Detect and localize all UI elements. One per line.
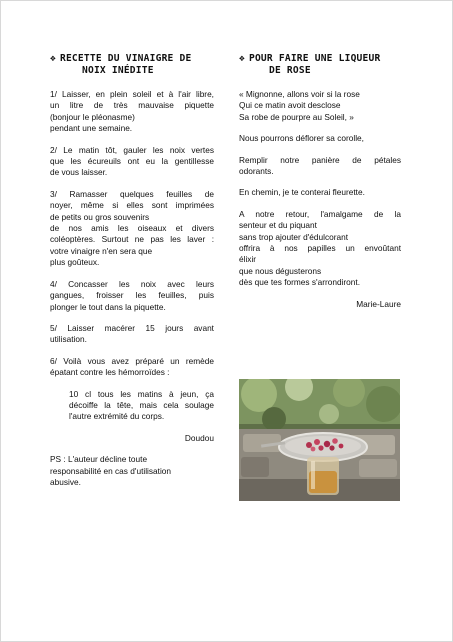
text-line: 4/ Concasser les noix avec leurs	[50, 278, 214, 289]
text-line: gangues, froisser les feuilles, puis	[50, 290, 214, 301]
text-line: responsabilité en cas d'utilisation	[50, 465, 172, 476]
text-line: « Mignonne, allons voir si la rose	[239, 89, 360, 99]
left-heading-line1: RECETTE DU VINAIGRE DE	[59, 53, 192, 64]
dosage-paragraph	[50, 389, 214, 423]
text-line: de vous laisser.	[50, 167, 108, 178]
left-heading	[50, 53, 214, 77]
text-line: 3/ Ramasser quelques feuilles de	[50, 188, 214, 199]
text-line: offrira à nos papilles un envoûtant	[239, 243, 401, 254]
text-line: (bonjour le pléonasme)	[50, 111, 135, 122]
right-heading-line1: POUR FAIRE UNE LIQUEUR	[248, 53, 381, 64]
left-column	[50, 53, 214, 498]
stanza-5	[239, 209, 401, 289]
text-line: épatant contre les hémorroïdes :	[50, 367, 170, 378]
text-line: que les écureuils ont eu la gentillesse	[50, 156, 214, 167]
text-line: 10 cl tous les matins à jeun, ça	[69, 388, 214, 399]
signature-doudou: Doudou	[184, 432, 214, 443]
text-line: utilisation.	[50, 334, 87, 345]
text-line: élixir	[239, 254, 257, 265]
text-line: 6/ Voilà vous avez préparé un remède	[50, 355, 214, 366]
four-diamond-bullet-icon: ❖	[50, 53, 56, 64]
text-line: dès que tes formes s'arrondiront.	[239, 277, 361, 288]
text-line: 2/ Le matin tôt, gauler les noix vertes	[50, 144, 214, 155]
text-line: Remplir notre panière de pétales	[239, 154, 401, 165]
step-2-paragraph	[50, 145, 214, 179]
left-heading-line2: NOIX INÉDITE	[82, 65, 154, 76]
text-line: odorants.	[239, 166, 274, 177]
text-line: de petits ou gros souvenirs	[50, 211, 150, 222]
text-line: votre vinaigre n'en sera que	[50, 245, 153, 256]
text-line: plus goûteux.	[50, 257, 100, 268]
text-line: décoiffe la tête, mais cela soulage	[69, 399, 214, 410]
right-heading-line2: DE ROSE	[269, 65, 311, 76]
text-line: Sa robe de pourpre au Soleil, »	[239, 111, 354, 122]
right-column	[239, 53, 401, 320]
text-line: sans trop ajouter d'édulcorant	[239, 231, 349, 242]
text-line: senteur et du piquant	[239, 220, 317, 231]
right-heading	[239, 53, 401, 77]
text-line: abusive.	[50, 476, 81, 487]
step-4-paragraph	[50, 279, 214, 313]
step-1-paragraph	[50, 89, 214, 135]
text-line: Qui ce matin avoit desclose	[239, 100, 341, 111]
text-line: que nous dégusterons	[239, 265, 322, 276]
stanza-3	[239, 155, 401, 178]
postscript-paragraph	[50, 454, 214, 488]
text-line: de nos amis les oiseaux et divers	[50, 223, 214, 234]
text-line: l'autre extrémité du corps.	[69, 411, 165, 422]
photo-illustration	[239, 379, 400, 501]
text-line: A notre retour, l'amalgame de la	[239, 208, 401, 219]
step-3-paragraph	[50, 189, 214, 269]
text-line: Nous pourrons déflorer sa corolle,	[239, 133, 364, 144]
text-line: 5/ Laisser macérer 15 jours avant	[50, 322, 214, 333]
text-line: plonger le tout dans la piquette.	[50, 301, 166, 312]
stanza-4	[239, 187, 401, 198]
text-line: En chemin, je te conterai fleurette.	[239, 187, 365, 198]
step-6-paragraph	[50, 356, 214, 379]
signature-marie-laure: Marie-Laure	[356, 298, 401, 309]
text-line: un litre de très mauvaise piquette	[50, 100, 214, 111]
poem-quote	[239, 89, 401, 123]
step-5-paragraph	[50, 323, 214, 346]
rose-petals-in-sieve-photo	[239, 379, 400, 501]
stanza-2	[239, 133, 401, 144]
four-diamond-bullet-icon: ❖	[239, 53, 245, 64]
text-line: noyer, même si elles sont imprimées	[50, 200, 214, 211]
text-line: PS : L'auteur décline toute	[50, 454, 148, 465]
text-line: 1/ Laisser, en plein soleil et à l'air libre,	[50, 89, 214, 99]
text-line: pendant une semaine.	[50, 123, 133, 134]
text-line: coléoptères. Surtout ne pas les laver :	[50, 234, 214, 245]
